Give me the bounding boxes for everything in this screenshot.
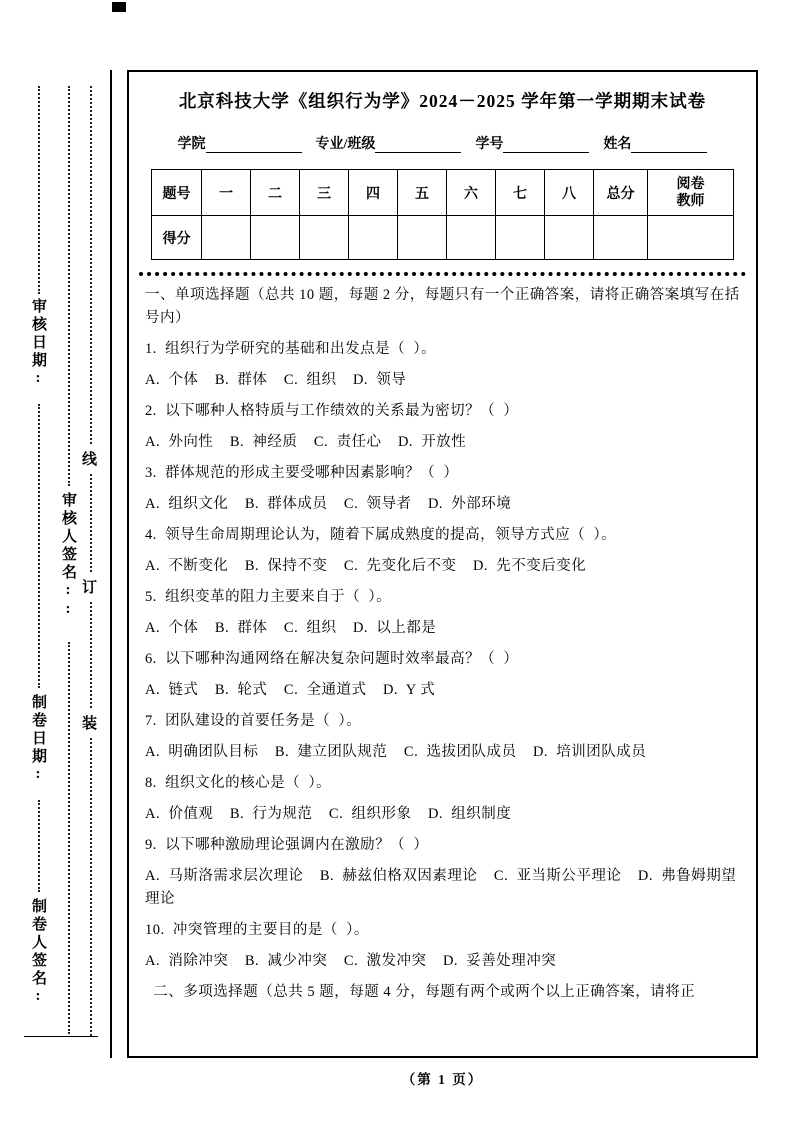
col-3: 三: [300, 170, 349, 216]
make-date-label: 制卷日期:: [30, 694, 46, 785]
review-date-label: 审核日期:: [30, 298, 46, 389]
question-stem: 1. 组织行为学研究的基础和出发点是（ ）。: [145, 341, 437, 357]
question-options: A. 价值观 B. 行为规范 C. 组织形象 D. 组织制度: [145, 806, 512, 822]
question-options: A. 马斯洛需求层次理论 B. 赫兹伯格双因素理论 C. 亚当斯公平理论 D. 弗鲁姆期望理论: [145, 868, 737, 907]
question-number-label: 题号: [152, 170, 202, 216]
col-5: 五: [398, 170, 447, 216]
total-label: 总分: [594, 170, 648, 216]
grader-label-line2: 教师: [676, 193, 705, 209]
reviewer-sign-label: 审核人签名::: [60, 492, 76, 620]
dotted-rule: [38, 404, 40, 688]
question-options: A. 组织文化 B. 群体成员 C. 领导者 D. 外部环境: [145, 496, 512, 512]
student-id-blank: [503, 136, 589, 153]
question-stem: 2. 以下哪种人格特质与工作绩效的关系最为密切？（ ）: [145, 403, 519, 419]
score-table-score-row: [152, 216, 734, 260]
signature-line: [24, 1036, 98, 1037]
question-options: A. 个体 B. 群体 C. 组织 D. 领导: [145, 372, 407, 388]
dotted-rule: [68, 86, 70, 486]
binding-dotted-rule: [90, 474, 92, 572]
col-7: 七: [496, 170, 545, 216]
question-stem: 9. 以下哪种激励理论强调内在激励？（ ）: [145, 837, 429, 853]
binding-dotted-rule: [90, 602, 92, 708]
exam-title: 北京科技大学《组织行为学》2024－2025 学年第一学期期末试卷: [178, 91, 707, 111]
score-cell: [545, 216, 594, 260]
student-info-row: [145, 133, 740, 153]
col-8: 八: [545, 170, 594, 216]
score-table: [151, 169, 734, 260]
question-stem: 10. 冲突管理的主要目的是（ ）。: [145, 922, 369, 938]
question-stem: 7. 团队建设的首要任务是（ ）。: [145, 713, 362, 729]
binding-strip: [110, 70, 127, 1058]
dotted-rule: [38, 800, 40, 892]
score-cell: [447, 216, 496, 260]
dotted-rule: [68, 642, 70, 1034]
score-label: 得分: [152, 216, 202, 260]
col-6: 六: [447, 170, 496, 216]
question-stem: 5. 组织变革的阻力主要来自于（ ）。: [145, 589, 392, 605]
score-cell: [398, 216, 447, 260]
major-class-blank: [375, 136, 461, 153]
name-blank: [631, 136, 707, 153]
exam-body: [145, 284, 740, 1004]
score-cell: [300, 216, 349, 260]
col-1: 一: [202, 170, 251, 216]
binding-char-ding: 订: [82, 580, 98, 596]
score-table-header-row: [152, 170, 734, 216]
exam-content-frame: [127, 70, 758, 1058]
question-options: A. 消除冲突 B. 减少冲突 C. 激发冲突 D. 妥善处理冲突: [145, 953, 557, 969]
student-id-label: 学号: [475, 137, 504, 152]
question-options: A. 外向性 B. 神经质 C. 责任心 D. 开放性: [145, 434, 467, 450]
grader-label: [648, 170, 734, 216]
scan-artifact-mark: [112, 2, 126, 12]
question-stem: 4. 领导生命周期理论认为，随着下属成熟度的提高，领导方式应（ ）。: [145, 527, 617, 543]
binding-char-zhuang: 装: [82, 716, 98, 732]
name-label: 姓名: [603, 137, 632, 152]
score-cell: [251, 216, 300, 260]
college-blank: [206, 136, 302, 153]
maker-sign-label: 制卷人签名:: [30, 898, 46, 1007]
binding-dotted-rule: [90, 738, 92, 1036]
col-2: 二: [251, 170, 300, 216]
binding-dotted-rule: [90, 86, 92, 444]
question-options: A. 明确团队目标 B. 建立团队规范 C. 选拔团队成员 D. 培训团队成员: [145, 744, 647, 760]
question-options: A. 个体 B. 群体 C. 组织 D. 以上都是: [145, 620, 437, 636]
question-options: A. 链式 B. 轮式 C. 全通道式 D. Y 式: [145, 682, 436, 698]
binding-char-xian: 线: [82, 452, 98, 468]
dotted-rule: [38, 86, 40, 294]
question-stem: 8. 组织文化的核心是（ ）。: [145, 775, 332, 791]
question-stem: 3. 群体规范的形成主要受哪种因素影响？（ ）: [145, 465, 459, 481]
score-cell: [496, 216, 545, 260]
score-cell: [648, 216, 734, 260]
dotted-separator: [139, 272, 746, 276]
col-4: 四: [349, 170, 398, 216]
score-cell: [202, 216, 251, 260]
page-number: （第 1 页）: [401, 1072, 484, 1087]
college-label: 学院: [177, 137, 206, 152]
section1-heading: 一、单项选择题（总共 10 题，每题 2 分，每题只有一个正确答案，请将正确答案填写在括号内）: [145, 287, 740, 326]
score-cell: [349, 216, 398, 260]
question-stem: 6. 以下哪种沟通网络在解决复杂问题时效率最高？（ ）: [145, 651, 519, 667]
grader-label-line1: 阅卷: [676, 176, 705, 192]
section2-heading: 二、多项选择题（总共 5 题，每题 4 分，每题有两个或两个以上正确答案，请将正: [145, 984, 696, 1000]
score-cell: [594, 216, 648, 260]
question-options: A. 不断变化 B. 保持不变 C. 先变化后不变 D. 先不变后变化: [145, 558, 587, 574]
major-class-label: 专业/班级: [315, 137, 376, 152]
